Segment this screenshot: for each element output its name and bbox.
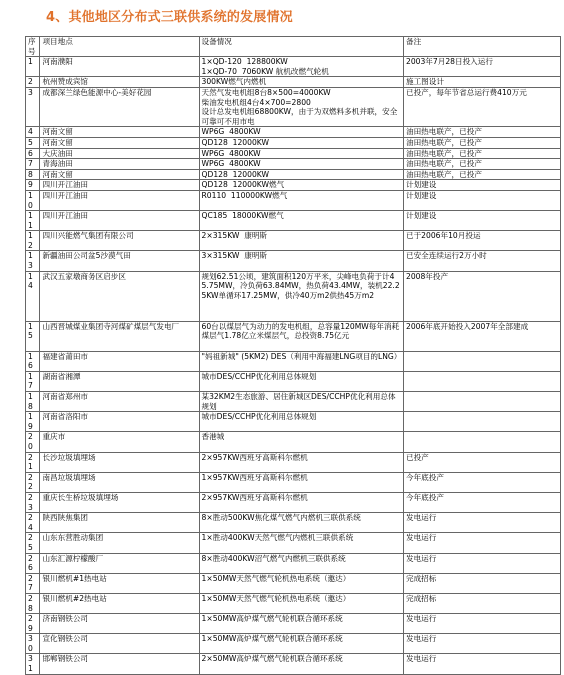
cell-site: 福建省莆田市 <box>40 351 199 371</box>
cell-note: 已投产 <box>403 452 560 472</box>
table-row <box>26 159 561 170</box>
cell-no: 10 <box>26 190 40 210</box>
table-row <box>26 412 561 432</box>
table-row <box>26 137 561 148</box>
cell-note <box>403 371 560 391</box>
cell-equipment: QD128 12000KW <box>199 137 403 148</box>
cell-no: 26 <box>26 553 40 573</box>
cell-note: 2003年7月28日投入运行 <box>403 57 560 77</box>
cell-site: 南昌垃圾填埋场 <box>40 472 199 492</box>
cell-equipment: 1×50MW高炉煤气燃气轮机联合循环系统 <box>199 634 403 654</box>
cell-note: 发电运行 <box>403 654 560 674</box>
table-row <box>26 492 561 512</box>
cell-site: 新疆油田公司盆5沙漠气田 <box>40 251 199 271</box>
table-row <box>26 190 561 210</box>
cell-site: 重庆市 <box>40 432 199 452</box>
table-row <box>26 169 561 180</box>
cell-equipment: WP6G 4800KW <box>199 159 403 170</box>
table-row <box>26 321 561 351</box>
cell-equipment: 1×50MW天然气燃气轮机热电系统（邀达） <box>199 593 403 613</box>
cell-no: 9 <box>26 180 40 191</box>
cell-equipment: 8×胜动400KW沼气燃气内燃机三联供系统 <box>199 553 403 573</box>
cell-equipment: 天然气发电机组8台8×500=4000KW 柴油发电机组4台4×700=2800 设计总发电机组68800KW，由于为双燃料多机并联，安全可靠可不用市电 <box>199 87 403 126</box>
cell-equipment: QD128 12000KW燃气 <box>199 180 403 191</box>
cell-equipment: 1×957KW西班牙高斯科尔燃机 <box>199 472 403 492</box>
cell-note: 计划建设 <box>403 180 560 191</box>
header-site: 项目地点 <box>40 37 199 57</box>
projects-table <box>25 36 561 675</box>
cell-note: 已投产，每年节省总运行费410万元 <box>403 87 560 126</box>
cell-site: 河南文留 <box>40 137 199 148</box>
cell-site: 河南省郑州市 <box>40 392 199 412</box>
cell-no: 4 <box>26 127 40 138</box>
table-row <box>26 87 561 126</box>
table-row <box>26 251 561 271</box>
cell-no: 13 <box>26 251 40 271</box>
cell-equipment: 60台以煤层气为动力的发电机组，总容量120MW每年消耗煤层气1.78亿立米煤层气，总投资8.75亿元 <box>199 321 403 351</box>
table-row <box>26 371 561 391</box>
table-row <box>26 211 561 231</box>
cell-no: 31 <box>26 654 40 674</box>
cell-site: 山东汇源柠檬酸厂 <box>40 553 199 573</box>
table-row <box>26 593 561 613</box>
cell-no: 24 <box>26 513 40 533</box>
table-row <box>26 231 561 251</box>
table-row <box>26 573 561 593</box>
header-note: 备注 <box>403 37 560 57</box>
cell-equipment: 1×胜动400KW天然气燃气内燃机三联供系统 <box>199 533 403 553</box>
table-row <box>26 77 561 88</box>
cell-equipment: 2×50MW高炉煤气燃气轮机联合循环系统 <box>199 654 403 674</box>
cell-site: 河南文留 <box>40 127 199 138</box>
cell-site: 重庆长生桥垃圾填埋场 <box>40 492 199 512</box>
cell-equipment: 1×QD-120 128800KW 1×QD-70 7060KW 航机改燃气轮机 <box>199 57 403 77</box>
cell-site: 河南濮阳 <box>40 57 199 77</box>
table-row <box>26 472 561 492</box>
cell-equipment: 城市DES/CCHP优化利用总体规划 <box>199 371 403 391</box>
table-row <box>26 57 561 77</box>
cell-site: 银川燃机#2热电站 <box>40 593 199 613</box>
cell-site: 成都深兰绿色能源中心-美好花园 <box>40 87 199 126</box>
cell-note: 完成招标 <box>403 593 560 613</box>
cell-note <box>403 392 560 412</box>
cell-site: 武汉五家墩商务区启步区 <box>40 271 199 321</box>
cell-note <box>403 351 560 371</box>
cell-site: 杭州赞成宾馆 <box>40 77 199 88</box>
cell-site: 山东东营胜动集团 <box>40 533 199 553</box>
cell-site: 陕西陕焦集团 <box>40 513 199 533</box>
table-row <box>26 533 561 553</box>
table-header-row <box>26 37 561 57</box>
cell-site: 山西晋城煤业集团寺河煤矿煤层气发电厂 <box>40 321 199 351</box>
cell-equipment: 1×50MW天然气燃气轮机热电系统（邀达） <box>199 573 403 593</box>
table-row <box>26 614 561 634</box>
cell-no: 8 <box>26 169 40 180</box>
cell-note: 油田热电联产，已投产 <box>403 148 560 159</box>
table-row <box>26 513 561 533</box>
cell-no: 28 <box>26 593 40 613</box>
cell-equipment: QD128 12000KW <box>199 169 403 180</box>
cell-site: 四川开江油田 <box>40 211 199 231</box>
cell-equipment: R0110 110000KW燃气 <box>199 190 403 210</box>
header-equipment: 设备情况 <box>199 37 403 57</box>
cell-no: 29 <box>26 614 40 634</box>
cell-equipment: 2×957KW西班牙高斯科尔燃机 <box>199 452 403 472</box>
table-row <box>26 351 561 371</box>
cell-site: 青海油田 <box>40 159 199 170</box>
cell-note: 计划建设 <box>403 190 560 210</box>
header-no: 序号 <box>26 37 40 57</box>
cell-no: 25 <box>26 533 40 553</box>
cell-note: 油田热电联产，已投产 <box>403 137 560 148</box>
cell-note: 2008年投产 <box>403 271 560 321</box>
cell-site: 湖南省湘潭 <box>40 371 199 391</box>
table-row <box>26 148 561 159</box>
projects-table-body <box>26 37 561 675</box>
cell-site: 四川开江油田 <box>40 180 199 191</box>
cell-equipment: WP6G 4800KW <box>199 127 403 138</box>
cell-note <box>403 412 560 432</box>
cell-note: 完成招标 <box>403 573 560 593</box>
cell-no: 16 <box>26 351 40 371</box>
cell-equipment: QC185 18000KW燃气 <box>199 211 403 231</box>
cell-no: 22 <box>26 472 40 492</box>
cell-note: 今年底投产 <box>403 492 560 512</box>
cell-no: 30 <box>26 634 40 654</box>
table-row <box>26 127 561 138</box>
cell-note: 发电运行 <box>403 614 560 634</box>
cell-site: 银川燃机#1热电站 <box>40 573 199 593</box>
table-row <box>26 180 561 191</box>
cell-note: 施工图设计 <box>403 77 560 88</box>
cell-note: 发电运行 <box>403 513 560 533</box>
table-row <box>26 553 561 573</box>
cell-equipment: 规划62.51公顷，建筑面积120万平米，尖峰电负荷于计45.75MW，冷负荷63.84MW，热负荷43.4MW，装机22.25KW单循环17.25MW，供冷40万m2供热45万m2 <box>199 271 403 321</box>
cell-equipment: "妈祖新城" (5KM2) DES（利用中海福建LNG项目的LNG） <box>199 351 403 371</box>
cell-equipment: 2×315KW 康明斯 <box>199 231 403 251</box>
cell-no: 20 <box>26 432 40 452</box>
table-row <box>26 654 561 674</box>
cell-site: 四川开江油田 <box>40 190 199 210</box>
cell-note: 已安全连续运行2万小时 <box>403 251 560 271</box>
cell-site: 河南省洛阳市 <box>40 412 199 432</box>
table-row <box>26 452 561 472</box>
cell-equipment: 某32KM2生态旅游、居住新城区DES/CCHP优化利用总体规划 <box>199 392 403 412</box>
cell-no: 17 <box>26 371 40 391</box>
cell-no: 15 <box>26 321 40 351</box>
cell-note: 今年底投产 <box>403 472 560 492</box>
cell-note: 发电运行 <box>403 634 560 654</box>
cell-no: 14 <box>26 271 40 321</box>
cell-no: 6 <box>26 148 40 159</box>
cell-site: 济南钢铁公司 <box>40 614 199 634</box>
cell-equipment: 1×50MW高炉煤气燃气轮机联合循环系统 <box>199 614 403 634</box>
cell-no: 5 <box>26 137 40 148</box>
cell-equipment: 3×315KW 康明斯 <box>199 251 403 271</box>
cell-site: 长沙垃圾填埋场 <box>40 452 199 472</box>
cell-note: 已于2006年10月投运 <box>403 231 560 251</box>
cell-equipment: WP6G 4800KW <box>199 148 403 159</box>
cell-no: 12 <box>26 231 40 251</box>
cell-note: 油田热电联产，已投产 <box>403 127 560 138</box>
cell-site: 大庆油田 <box>40 148 199 159</box>
cell-site: 四川兴能燃气集团有限公司 <box>40 231 199 251</box>
cell-note: 发电运行 <box>403 553 560 573</box>
cell-note: 2006年底开始投入2007年全部建成 <box>403 321 560 351</box>
cell-no: 3 <box>26 87 40 126</box>
section-title <box>0 0 564 36</box>
cell-site: 宣化钢铁公司 <box>40 634 199 654</box>
cell-equipment: 城市DES/CCHP优化利用总体规划 <box>199 412 403 432</box>
table-row <box>26 392 561 412</box>
table-row <box>26 432 561 452</box>
table-row <box>26 271 561 321</box>
cell-note: 油田热电联产，已投产 <box>403 159 560 170</box>
cell-equipment: 300KW燃气内燃机 <box>199 77 403 88</box>
cell-no: 7 <box>26 159 40 170</box>
cell-no: 21 <box>26 452 40 472</box>
cell-site: 河南文留 <box>40 169 199 180</box>
cell-note: 油田热电联产，已投产 <box>403 169 560 180</box>
cell-no: 2 <box>26 77 40 88</box>
cell-no: 1 <box>26 57 40 77</box>
section-title-text: 4、其他地区分布式三联供系统的发展情况 <box>46 10 293 25</box>
cell-no: 19 <box>26 412 40 432</box>
cell-equipment: 香港城 <box>199 432 403 452</box>
cell-no: 23 <box>26 492 40 512</box>
cell-note: 计划建设 <box>403 211 560 231</box>
cell-site: 邯郸钢铁公司 <box>40 654 199 674</box>
cell-note <box>403 432 560 452</box>
cell-note: 发电运行 <box>403 533 560 553</box>
cell-no: 18 <box>26 392 40 412</box>
cell-equipment: 2×957KW西班牙高斯科尔燃机 <box>199 492 403 512</box>
cell-no: 27 <box>26 573 40 593</box>
cell-equipment: 8×胜动500KW焦化煤气燃气内燃机三联供系统 <box>199 513 403 533</box>
cell-no: 11 <box>26 211 40 231</box>
